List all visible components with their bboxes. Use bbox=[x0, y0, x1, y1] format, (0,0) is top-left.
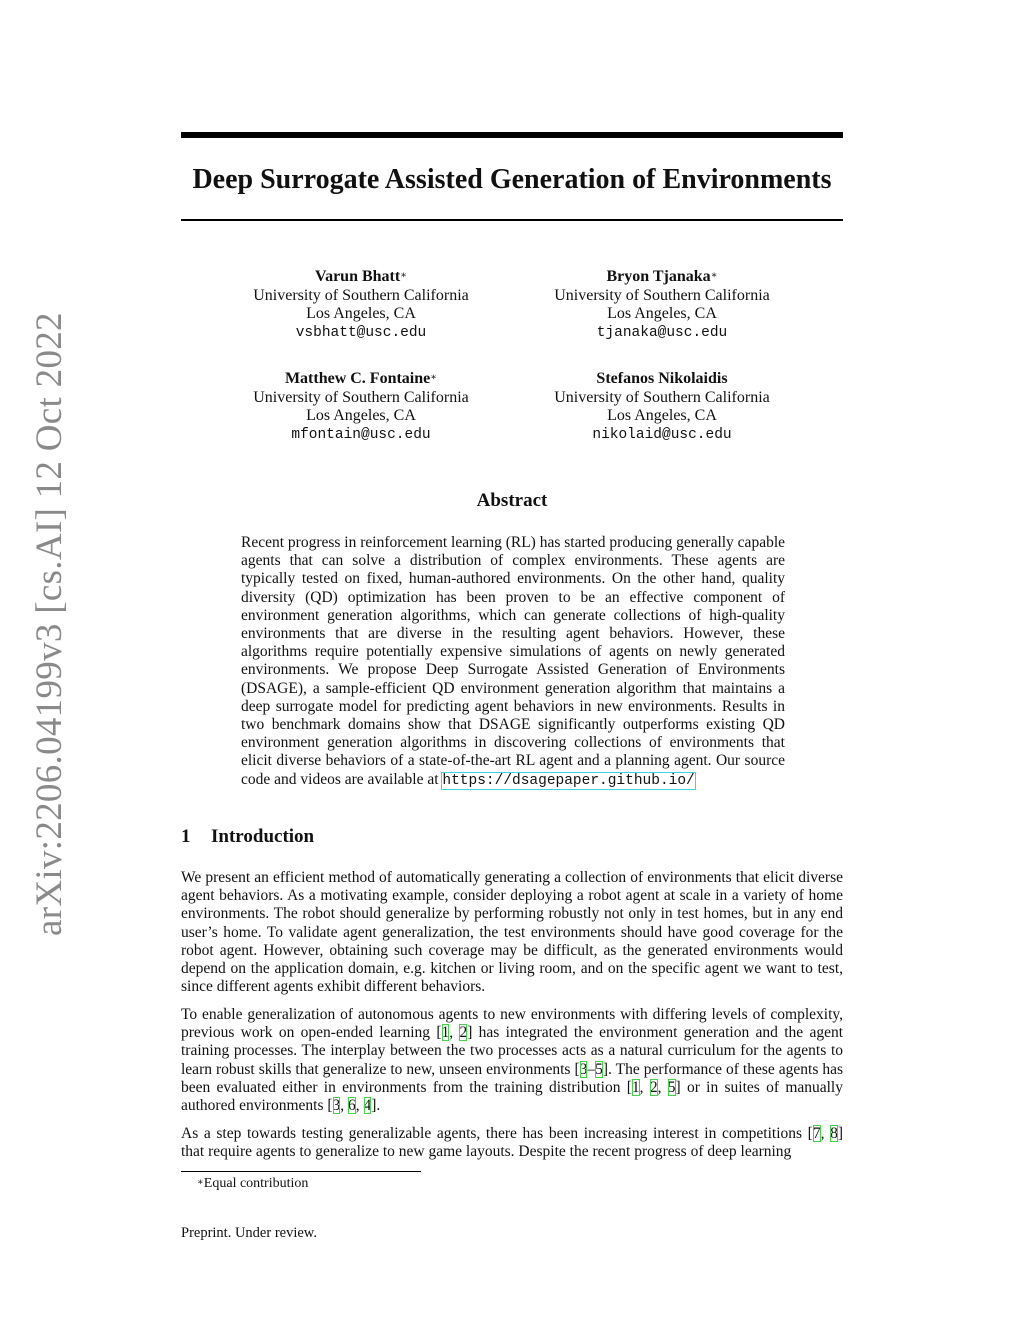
paragraph-text: ] or in suites of manually authored environments [ bbox=[181, 1078, 843, 1115]
author-location: Los Angeles, CA bbox=[306, 407, 416, 424]
citation-link[interactable]: 1 bbox=[441, 1024, 450, 1042]
author-affiliation: University of Southern California bbox=[253, 388, 469, 406]
citation-separator: – bbox=[587, 1060, 596, 1078]
abstract-text: Recent progress in reinforcement learning (RL) has started producing generally capable agents that can solve a distribution of complex environments. These agents are typically tested on fixed, human-authored environments. On the other hand, quality diversity (QD) optimization has been proven to be an effective component of environment generation algorithms, which can generate collections of high-quality environments that are diverse in the resulting agent behaviors. However, these algorithms require potentially expensive simulations of agents on newly generated environments. We propose Deep Surrogate Assisted Generation of Environments (DSAGE), a sample-efficient QD environment generation algorithm that maintains a deep surrogate model for predicting agent behaviors in new environments. Results in two benchmark domains show that DSAGE significantly outperforms existing QD environment generation algorithms in discovering collections of environments that elicit diverse behaviors of a state-of-the-art RL agent and a planning agent. Our source code and videos are available at bbox=[241, 534, 786, 788]
author-name: Stefanos Nikolaidis bbox=[596, 370, 728, 387]
title-rule-bottom bbox=[181, 219, 843, 221]
section-number: 1 bbox=[181, 826, 191, 847]
citation-link[interactable]: 2 bbox=[649, 1078, 658, 1096]
author-block-1 bbox=[211, 268, 511, 342]
author-name: Matthew C. Fontaine bbox=[284, 370, 431, 387]
paragraph-text: ]. The performance of these agents has been evaluated either in environments from the training distribution [ bbox=[181, 1060, 844, 1096]
author-email[interactable]: mfontain@usc.edu bbox=[291, 426, 431, 443]
abstract-body bbox=[241, 534, 785, 790]
author-email[interactable]: vsbhatt@usc.edu bbox=[295, 324, 427, 341]
citation-link[interactable]: 2 bbox=[459, 1024, 468, 1042]
citation-link[interactable]: 3 bbox=[579, 1060, 588, 1078]
citation-link[interactable]: 5 bbox=[667, 1078, 676, 1096]
citation-separator: , bbox=[820, 1125, 831, 1142]
page-footer: Preprint. Under review. bbox=[181, 1225, 317, 1241]
intro-paragraph-3 bbox=[181, 1125, 843, 1161]
intro-paragraph-2 bbox=[181, 1006, 843, 1115]
project-link[interactable]: https://dsagepaper.github.io/ bbox=[442, 772, 695, 789]
citation-link[interactable]: 1 bbox=[631, 1078, 640, 1096]
citation-separator: , bbox=[355, 1097, 364, 1115]
citation-link[interactable]: 8 bbox=[830, 1125, 838, 1142]
author-affiliation: University of Southern California bbox=[554, 286, 770, 304]
author-email[interactable]: nikolaid@usc.edu bbox=[592, 426, 732, 443]
paragraph-text: ] that require agents to generalize to new game layouts. Despite the recent progress of deep learning bbox=[181, 1125, 843, 1161]
citation-separator: , bbox=[657, 1078, 668, 1096]
paragraph-text: To enable generalization of autonomous agents to new environments with differing levels of complexity, previous work on open-ended learning [ bbox=[181, 1006, 843, 1042]
citation-separator: , bbox=[340, 1097, 349, 1115]
intro-paragraph-1: We present an efficient method of automatically generating a collection of environments that elicit diverse agent behaviors. As a motivating example, consider deploying a robot agent at scale in a variety of home environments. The robot should generalize by performing robustly not only in test homes, but in any end user’s home. To validate agent generalization, the test environments should have good coverage for the robot agent. However, obtaining such coverage may be difficult, as the generated environments would depend on the application domain, e.g. kitchen or living room, and on the specific agent we want to test, since different agents exhibit different behaviors. bbox=[181, 869, 843, 996]
footnote-mark: ∗ bbox=[197, 1177, 204, 1188]
section-heading bbox=[181, 824, 314, 850]
section-title: Introduction bbox=[211, 826, 315, 847]
citation-link[interactable]: 4 bbox=[363, 1097, 372, 1115]
abstract-heading: Abstract bbox=[476, 490, 548, 511]
paragraph-text: ] has integrated the environment generation and the agent training processes. The interplay between the two processes acts as a natural curriculum for the agents to learn robust skills that generalize to new, unseen environments [ bbox=[181, 1024, 844, 1078]
paper-title: Deep Surrogate Assisted Generation of Environments bbox=[192, 164, 832, 195]
equal-contribution-mark: ∗ bbox=[710, 270, 718, 281]
author-block-4 bbox=[512, 370, 812, 444]
equal-contribution-mark: ∗ bbox=[430, 372, 438, 383]
footnote bbox=[197, 1175, 308, 1192]
author-location: Los Angeles, CA bbox=[607, 305, 717, 322]
citation-link[interactable]: 3 bbox=[332, 1097, 341, 1115]
author-name: Bryon Tjanaka bbox=[606, 268, 711, 285]
author-location: Los Angeles, CA bbox=[306, 305, 416, 322]
author-name: Varun Bhatt bbox=[314, 268, 401, 285]
author-affiliation: University of Southern California bbox=[253, 286, 469, 304]
author-affiliation: University of Southern California bbox=[554, 388, 770, 406]
author-location: Los Angeles, CA bbox=[607, 407, 717, 424]
citation-separator: , bbox=[639, 1078, 650, 1096]
citation-separator: , bbox=[449, 1024, 460, 1042]
author-email[interactable]: tjanaka@usc.edu bbox=[596, 324, 728, 341]
citation-link[interactable]: 7 bbox=[812, 1125, 821, 1142]
paragraph-text: As a step towards testing generalizable agents, there has been increasing interest in competitions [ bbox=[181, 1125, 813, 1142]
title-rule-top bbox=[181, 132, 843, 138]
footnote-rule bbox=[181, 1171, 421, 1172]
author-block-3 bbox=[211, 370, 511, 444]
author-block-2 bbox=[512, 268, 812, 342]
paragraph-text: ]. bbox=[371, 1097, 381, 1115]
arxiv-identifier: arXiv:2206.04199v3 [cs.AI] 12 Oct 2022 bbox=[29, 312, 70, 936]
equal-contribution-mark: ∗ bbox=[400, 270, 407, 281]
citation-link[interactable]: 6 bbox=[348, 1097, 356, 1115]
footnote-text: Equal contribution bbox=[203, 1176, 309, 1191]
citation-link[interactable]: 5 bbox=[595, 1060, 603, 1078]
